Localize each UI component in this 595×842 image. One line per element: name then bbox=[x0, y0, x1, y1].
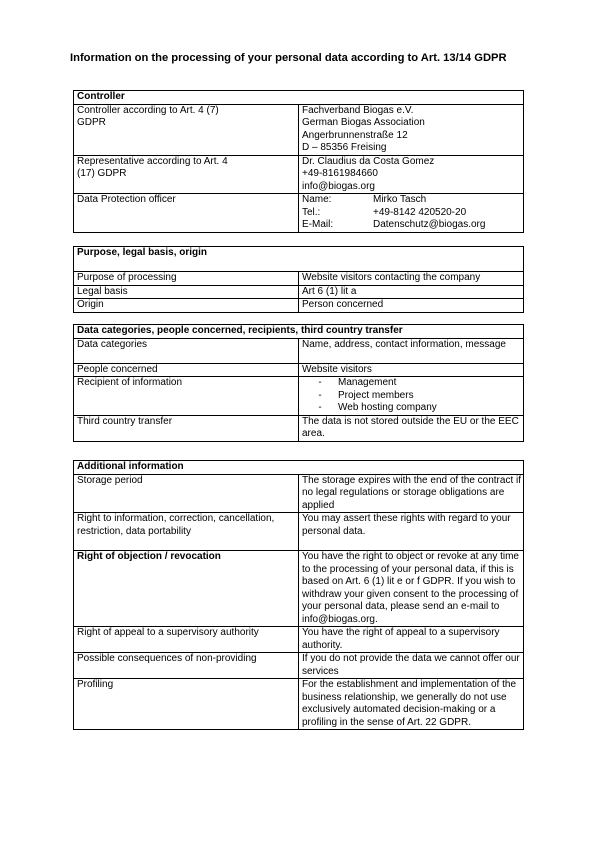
purpose-label: Purpose of processing bbox=[74, 272, 299, 286]
controller-line: Fachverband Biogas e.V. bbox=[302, 104, 414, 116]
storage-period-label: Storage period bbox=[74, 474, 299, 513]
table-row bbox=[74, 272, 524, 286]
table-row bbox=[74, 155, 524, 194]
controller-line: German Biogas Association bbox=[302, 117, 425, 128]
data-categories-value: Name, address, contact information, message bbox=[299, 338, 524, 363]
consequences-value: If you do not provide the data we cannot offer our services bbox=[299, 653, 524, 679]
data-categories-header-row bbox=[74, 325, 524, 339]
table-row bbox=[74, 299, 524, 313]
table-row bbox=[74, 285, 524, 299]
dpo-email: Datenschutz@biogas.org bbox=[373, 219, 486, 230]
dpo-key: Name: bbox=[302, 194, 332, 205]
storage-period-value: The storage expires with the end of the contract if no legal regulations or storage obligations are applied bbox=[299, 474, 524, 513]
list-item bbox=[302, 402, 523, 415]
table-row bbox=[74, 627, 524, 653]
list-item bbox=[302, 390, 523, 403]
recipient-item: Project members bbox=[338, 389, 414, 401]
controller-heading: Controller bbox=[74, 91, 524, 105]
appeal-value: You have the right of appeal to a supervisory authority. bbox=[299, 627, 524, 653]
bullet-dash: - bbox=[318, 377, 322, 388]
dpo-label: Data Protection officer bbox=[74, 194, 299, 233]
controller-value bbox=[299, 104, 524, 155]
recipient-label: Recipient of information bbox=[74, 377, 299, 416]
table-row bbox=[74, 474, 524, 513]
table-row bbox=[74, 338, 524, 363]
origin-label: Origin bbox=[74, 299, 299, 313]
controller-label: Controller according to Art. 4 (7) GDPR bbox=[74, 104, 299, 155]
rights-label: Right to information, correction, cancellation, restriction, data portability bbox=[74, 513, 299, 551]
legal-basis-label: Legal basis bbox=[74, 285, 299, 299]
profiling-label: Profiling bbox=[74, 679, 299, 730]
purpose-value: Website visitors contacting the company bbox=[299, 272, 524, 286]
table-row bbox=[74, 679, 524, 730]
controller-line: Angerbrunnenstraße 12 bbox=[302, 129, 408, 141]
origin-value: Person concerned bbox=[299, 299, 524, 313]
appeal-label: Right of appeal to a supervisory authority bbox=[74, 627, 299, 653]
controller-header-row bbox=[74, 91, 524, 105]
representative-label: Representative according to Art. 4 (17) GDPR bbox=[74, 155, 299, 194]
legal-basis-value: Art 6 (1) lit a bbox=[299, 285, 524, 299]
table-row bbox=[74, 377, 524, 416]
dpo-entry bbox=[302, 219, 523, 232]
recipient-item: Management bbox=[338, 377, 397, 388]
data-categories-table bbox=[73, 324, 524, 442]
third-country-value: The data is not stored outside the EU or the EEC area. bbox=[299, 415, 524, 441]
third-country-label: Third country transfer bbox=[74, 415, 299, 441]
objection-label: Right of objection / revocation bbox=[74, 551, 299, 627]
dpo-phone: +49-8142 420520-20 bbox=[373, 206, 467, 218]
rights-value: You may assert these rights with regard to your personal data. bbox=[299, 513, 524, 551]
additional-info-table bbox=[73, 460, 524, 730]
table-row bbox=[74, 194, 524, 233]
table-row bbox=[74, 363, 524, 377]
table-row bbox=[74, 104, 524, 155]
table-row bbox=[74, 513, 524, 551]
dpo-key: E-Mail: bbox=[302, 219, 334, 230]
representative-line: info@biogas.org bbox=[302, 180, 375, 192]
dpo-entry bbox=[302, 207, 523, 220]
purpose-header-row bbox=[74, 247, 524, 272]
list-item bbox=[302, 377, 523, 390]
controller-line: D – 85356 Freising bbox=[302, 142, 387, 153]
dpo-name: Mirko Tasch bbox=[373, 194, 427, 205]
objection-value: You have the right to object or revoke at any time to the processing of your personal data, if this is based on Art. 6 (1) lit e or f GDPR. If you wish to withdraw your given consent to the processing of your personal data, please send an e-mail to info@biogas.org. bbox=[299, 551, 524, 627]
recipient-item: Web hosting company bbox=[338, 402, 437, 413]
profiling-value: For the establishment and implementation of the business relationship, we generally do not use exclusively automated decision-making or a profiling in the sense of Art. 22 GDPR. bbox=[299, 679, 524, 730]
table-row bbox=[74, 653, 524, 679]
bullet-dash: - bbox=[318, 389, 322, 401]
dpo-key: Tel.: bbox=[302, 206, 321, 218]
table-row bbox=[74, 551, 524, 627]
purpose-heading: Purpose, legal basis, origin bbox=[74, 247, 524, 272]
representative-line: Dr. Claudius da Costa Gomez bbox=[302, 155, 435, 167]
document-title: Information on the processing of your personal data according to Art. 13/14 GDPR bbox=[70, 52, 507, 64]
controller-table bbox=[73, 90, 524, 233]
dpo-entry bbox=[302, 194, 523, 207]
recipient-value bbox=[299, 377, 524, 416]
people-concerned-label: People concerned bbox=[74, 363, 299, 377]
data-categories-label: Data categories bbox=[74, 338, 299, 363]
representative-value bbox=[299, 155, 524, 194]
consequences-label: Possible consequences of non-providing bbox=[74, 653, 299, 679]
additional-heading: Additional information bbox=[74, 461, 524, 475]
table-row bbox=[74, 415, 524, 441]
additional-header-row bbox=[74, 461, 524, 475]
dpo-value bbox=[299, 194, 524, 233]
purpose-table bbox=[73, 246, 524, 313]
people-concerned-value: Website visitors bbox=[299, 363, 524, 377]
bullet-dash: - bbox=[318, 402, 322, 413]
representative-line: +49-8161984660 bbox=[302, 168, 378, 179]
data-categories-heading: Data categories, people concerned, recipients, third country transfer bbox=[74, 325, 524, 339]
recipient-list bbox=[302, 377, 523, 415]
